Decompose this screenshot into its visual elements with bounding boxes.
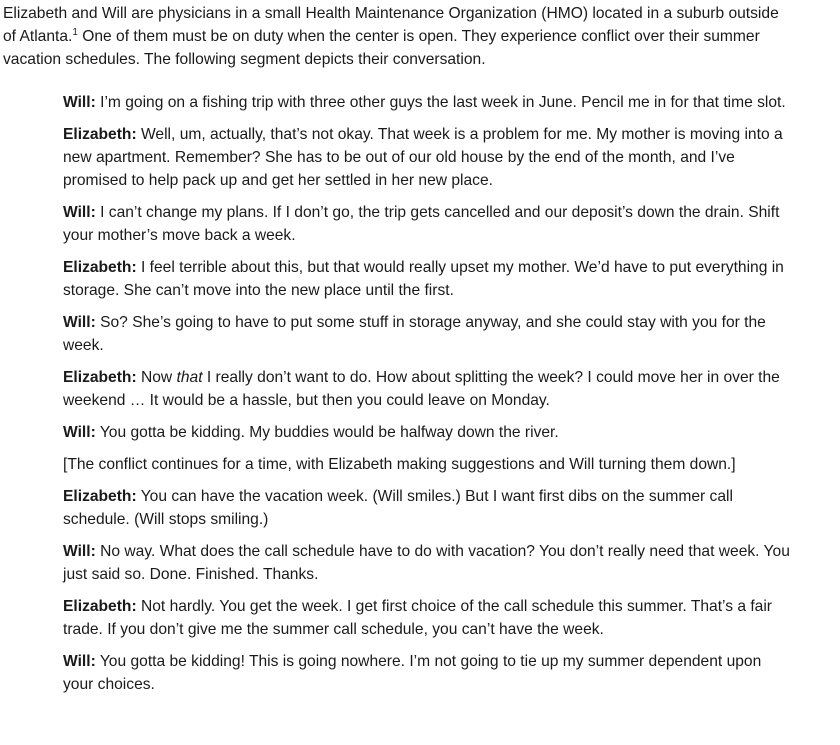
dialogue-text: Not hardly. You get the week. I get first choice of the call schedule this summer. That’s a fair trade. If you don’t give me the summer call schedule, you can’t have the week. — [63, 598, 773, 638]
stage-direction — [63, 453, 791, 476]
dialogue-text: Well, um, actually, that’s not okay. That week is a problem for me. My mother is moving into a new apartment. Remember? She has to be out of our old house by the end of the month, and I’ve promised to help pack up and get her settled in her new place. — [63, 126, 783, 189]
intro-text: Elizabeth and Will are physicians in a small Health Maintenance Organization (HMO) located in a suburb outside of Atlanta. — [3, 5, 779, 45]
dialogue-line — [63, 595, 791, 641]
speaker-label: Will: — [63, 543, 96, 560]
dialogue-text: I can’t change my plans. If I don’t go, the trip gets cancelled and our deposit’s down the drain. Shift your mother’s move back a week. — [63, 204, 780, 244]
dialogue-line — [63, 540, 791, 586]
dialogue-line — [63, 123, 791, 192]
dialogue-block — [63, 91, 791, 705]
dialogue-text: So? She’s going to have to put some stuff in storage anyway, and she could stay with you for the week. — [63, 314, 766, 354]
speaker-label: Will: — [63, 314, 96, 331]
footnote-marker[interactable]: 1 — [72, 27, 78, 38]
dialogue-text: I really don’t want to do. How about splitting the week? I could move her in over the weekend … It would be a hassle, but then you could leave on Monday. — [63, 369, 780, 409]
dialogue-text: No way. What does the call schedule have to do with vacation? You don’t really need that week. You just said so. Done. Finished. Thanks. — [63, 543, 790, 583]
intro-paragraph — [3, 2, 793, 71]
dialogue-line — [63, 201, 791, 247]
dialogue-text-lead: Now — [136, 369, 177, 386]
speaker-label: Will: — [63, 204, 96, 221]
speaker-label: Elizabeth: — [63, 488, 137, 505]
emphasized-word: that — [176, 369, 203, 386]
dialogue-line — [63, 485, 791, 531]
dialogue-line — [63, 366, 791, 412]
speaker-label: Elizabeth: — [63, 259, 137, 276]
speaker-label: Elizabeth: — [63, 369, 137, 386]
dialogue-line — [63, 91, 791, 114]
speaker-label: Will: — [63, 653, 96, 670]
dialogue-line — [63, 256, 791, 302]
stage-direction-text: [The conflict continues for a time, with Elizabeth making suggestions and Will turning them down.] — [63, 456, 736, 473]
intro-text-continued: One of them must be on duty when the center is open. They experience conflict over their summer vacation schedules. The following segment depicts their conversation. — [3, 28, 760, 68]
dialogue-text: I’m going on a fishing trip with three other guys the last week in June. Pencil me in for that time slot. — [95, 94, 786, 111]
dialogue-line — [63, 650, 791, 696]
dialogue-text: I feel terrible about this, but that would really upset my mother. We’d have to put everything in storage. She can’t move into the new place until the first. — [63, 259, 784, 299]
speaker-label: Will: — [63, 94, 96, 111]
dialogue-line — [63, 421, 791, 444]
speaker-label: Elizabeth: — [63, 598, 137, 615]
dialogue-text: You can have the vacation week. (Will smiles.) But I want first dibs on the summer call schedule. (Will stops smiling.) — [63, 488, 733, 528]
dialogue-text: You gotta be kidding! This is going nowhere. I’m not going to tie up my summer dependent upon your choices. — [63, 653, 762, 693]
speaker-label: Elizabeth: — [63, 126, 137, 143]
dialogue-line — [63, 311, 791, 357]
speaker-label: Will: — [63, 424, 96, 441]
dialogue-text: You gotta be kidding. My buddies would be halfway down the river. — [95, 424, 559, 441]
